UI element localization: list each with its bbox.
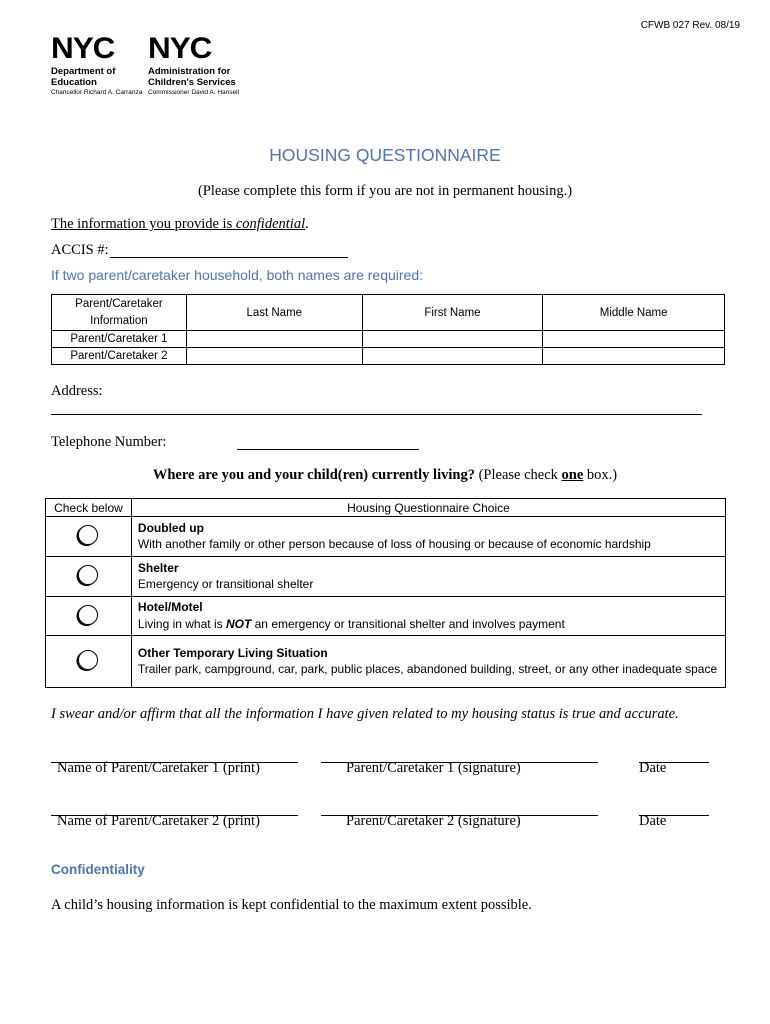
option-description: [131, 636, 725, 688]
address-label: Address:: [51, 383, 103, 399]
table-row: [52, 331, 725, 348]
option-cell: [46, 517, 132, 557]
housing-option-row: [46, 597, 726, 636]
table-header-row: [46, 499, 726, 517]
housing-option-row: [46, 517, 726, 557]
doubled-up-radio[interactable]: [78, 525, 98, 545]
page-subtitle: (Please complete this form if you are not in permanent housing.): [197, 183, 573, 199]
hotel-motel-radio[interactable]: [78, 605, 98, 625]
confidential-note: The information you provide is confidential.: [51, 216, 309, 232]
first-name-1-input[interactable]: [362, 331, 543, 348]
form-code: CFWB 027 Rev. 08/19: [640, 20, 740, 31]
last-name-1-input[interactable]: [186, 331, 362, 348]
address-input-line[interactable]: [51, 414, 702, 415]
accis-label: ACCIS #:: [51, 242, 109, 258]
signature-1-label: Parent/Caretaker 1 (signature): [346, 760, 521, 776]
housing-choice-table: [45, 498, 726, 688]
logo-official: Chancellor Richard A. Carranza: [51, 89, 143, 96]
date-2-label: Date: [639, 813, 667, 829]
option-cell: [46, 557, 132, 597]
option-title: Shelter: [137, 560, 179, 575]
option-text: With another family or other person because of loss of housing or because of economic hardship: [137, 537, 651, 551]
option-text: Trailer park, campground, car, park, public places, abandoned building, street, or any other inadequate space: [137, 662, 718, 676]
print-name-2-label: Name of Parent/Caretaker 2 (print): [57, 813, 260, 829]
option-title: Other Temporary Living Situation: [137, 645, 328, 660]
option-cell: [46, 597, 132, 636]
logo-org-line2: Children's Services: [148, 77, 236, 88]
logo-org-line2: Education: [51, 77, 97, 88]
header-cell: Parent/Caretaker Information: [52, 295, 187, 331]
signature-2-label: Parent/Caretaker 2 (signature): [346, 813, 521, 829]
header-cell: Last Name: [186, 295, 362, 331]
option-description: [131, 597, 725, 636]
nyc-logo-mark: NYC: [148, 32, 212, 65]
logo-org-line1: Administration for: [148, 66, 231, 77]
doe-logo: [51, 34, 142, 97]
option-description: [131, 557, 725, 597]
date-1-label: Date: [639, 760, 667, 776]
middle-name-1-input[interactable]: [543, 331, 725, 348]
page-title: HOUSING QUESTIONNAIRE: [269, 145, 501, 165]
row-label: Parent/Caretaker 1: [52, 331, 187, 348]
two-parent-note: If two parent/caretaker household, both names are required:: [51, 267, 423, 283]
last-name-2-input[interactable]: [186, 348, 362, 365]
first-name-2-input[interactable]: [362, 348, 543, 365]
option-cell: [46, 636, 132, 688]
living-question: Where are you and your child(ren) currently living? (Please check one box.): [152, 467, 618, 483]
affirmation-statement: I swear and/or affirm that all the information I have given related to my housing status is true and accurate.: [51, 706, 679, 722]
option-title: Hotel/Motel: [137, 600, 203, 614]
logo-org-line1: Department of: [51, 66, 116, 77]
telephone-input-line[interactable]: [237, 449, 419, 450]
other-temporary-radio[interactable]: [78, 650, 98, 670]
table-header-row: [52, 295, 725, 331]
table-row: [52, 348, 725, 365]
caretaker-names-table: [51, 294, 725, 365]
print-name-1-label: Name of Parent/Caretaker 1 (print): [57, 760, 260, 776]
telephone-label: Telephone Number:: [51, 434, 167, 450]
confidentiality-text: A child’s housing information is kept confidential to the maximum extent possible.: [51, 897, 532, 913]
housing-option-row: [46, 557, 726, 597]
acs-logo: [148, 34, 239, 97]
header-cell: Check below: [46, 499, 132, 517]
header-cell: Housing Questionnaire Choice: [131, 499, 725, 517]
confidentiality-heading: Confidentiality: [51, 862, 145, 877]
accis-input-line[interactable]: [110, 257, 348, 258]
option-text: Living in what is NOT an emergency or transitional shelter and involves payment: [137, 616, 565, 631]
middle-name-2-input[interactable]: [543, 348, 725, 365]
shelter-radio[interactable]: [78, 565, 98, 585]
row-label: Parent/Caretaker 2: [52, 348, 187, 365]
logo-official: Commissioner David A. Hansell: [148, 89, 240, 96]
housing-option-row: [46, 636, 726, 688]
header-cell: Middle Name: [543, 295, 725, 331]
option-text: Emergency or transitional shelter: [137, 577, 314, 591]
option-title: Doubled up: [137, 520, 204, 535]
nyc-logo-mark: NYC: [51, 32, 115, 65]
option-description: [131, 517, 725, 557]
header-cell: First Name: [362, 295, 543, 331]
